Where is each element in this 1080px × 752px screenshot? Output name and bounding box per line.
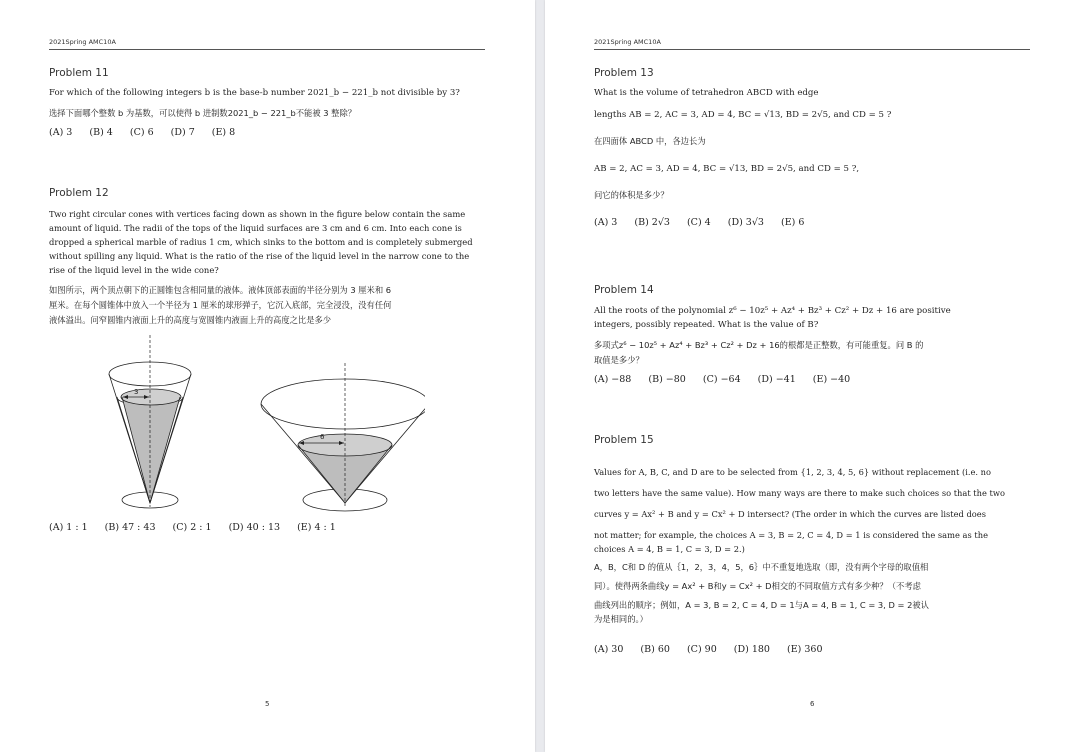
problem-13-text-zh3: 问它的体积是多少？: [594, 190, 669, 200]
choice-a: (A) 3: [49, 127, 73, 138]
text-line: A，B，C和 D 的值从｛1，2，3，4，5，6｝中不重复地选取（即，没有两个字母的取值相: [594, 562, 929, 572]
wide-cone: [261, 363, 425, 511]
choice-b: (B) 47 : 43: [104, 522, 156, 533]
problem-11-text-zh: 选择下面哪个整数 b 为基数，可以使得 b 进制数2021_b − 221_b不能被 3 整除？: [49, 108, 357, 118]
problem-15-title: Problem 15: [594, 434, 654, 446]
problem-15-text: [594, 462, 1034, 560]
narrow-cone-label: 3: [134, 388, 139, 396]
choice-d: (D) 180: [733, 644, 770, 655]
text-line: not matter; for example, the choices A = 3, B = 2, C = 4, D = 1 is considered the same as the: [594, 530, 988, 540]
text-line: curves y = Ax² + B and y = Cx² + D intersect? (The order in which the curves are listed does: [594, 509, 986, 519]
choice-d: (D) 40 : 13: [228, 522, 281, 533]
problem-13-title: Problem 13: [594, 67, 654, 79]
text-line: dropped a spherical marble of radius 1 cm, which sinks to the bottom and is completely submerged: [49, 237, 473, 247]
right-page: [545, 0, 1080, 752]
wide-cone-label: 6: [320, 433, 325, 441]
problem-14-text-zh1: 多项式z⁶ − 10z⁵ + Az⁴ + Bz³ + Cz² + Dz + 16的根都是正整数，有可能重复。问 B 的: [594, 340, 924, 350]
choice-b: (B) 60: [640, 644, 670, 655]
problem-11-text: For which of the following integers b is the base-b number 2021_b − 221_b not divisible by 3?: [49, 88, 460, 98]
problem-14-text-line1: All the roots of the polynomial z⁶ − 10z⁵ + Az⁴ + Bz³ + Cz² + Dz + 16 are positive: [594, 306, 951, 316]
problem-15-choices: [594, 644, 1034, 655]
text-line: Values for A, B, C, and D are to be selected from {1, 2, 3, 4, 5, 6} without replacement (i.e. no: [594, 467, 992, 477]
text-line: 为是相同的。）: [594, 614, 648, 624]
problem-11-choices: [49, 127, 489, 138]
text-line: rise of the liquid level in the wide cone?: [49, 265, 219, 275]
choice-c: (C) 90: [686, 644, 717, 655]
problem-12-choices: [49, 522, 489, 533]
choice-c: (C) −64: [702, 374, 741, 385]
choice-e: (E) −40: [812, 374, 851, 385]
text-line: 如图所示，两个顶点朝下的正圆锥包含相同量的液体。液体顶部表面的半径分别为 3 厘米和 6: [49, 285, 392, 295]
choice-a: (A) −88: [594, 374, 632, 385]
choice-b: (B) 4: [89, 127, 113, 138]
problem-14-choices: [594, 374, 1034, 385]
problem-15-text-zh: [594, 558, 1034, 629]
choice-d: (D) 7: [170, 127, 195, 138]
problem-12-text: [49, 207, 489, 277]
text-line: 液体溢出。问窄圆锥内液面上升的高度与宽圆锥内液面上升的高度之比是多少: [49, 315, 332, 325]
problem-11-title: Problem 11: [49, 67, 109, 79]
problem-13-text-zh2: AB = 2, AC = 3, AD = 4, BC = √13, BD = 2√5, and CD = 5 ?,: [594, 164, 860, 174]
problem-14-text-zh2: 取值是多少？: [594, 355, 644, 365]
problem-12-text-zh: [49, 283, 489, 328]
choice-e: (E) 8: [211, 127, 236, 138]
choice-d: (D) −41: [757, 374, 796, 385]
choice-e: (E) 4 : 1: [297, 522, 336, 533]
text-line: amount of liquid. The radii of the tops of the liquid surfaces are 3 cm and 6 cm. Into each cone is: [49, 223, 462, 233]
text-line: without spilling any liquid. What is the ratio of the rise of the liquid level in the narrow cone to the: [49, 251, 470, 261]
choice-c: (C) 4: [686, 217, 711, 228]
choice-e: (E) 6: [780, 217, 805, 228]
problem-13-text-zh1: 在四面体 ABCD 中，各边长为: [594, 136, 706, 146]
text-line: Two right circular cones with vertices facing down as shown in the figure below contain the same: [49, 209, 466, 219]
problem-14-title: Problem 14: [594, 284, 654, 296]
problem-13-text-line2: lengths AB = 2, AC = 3, AD = 4, BC = √13, BD = 2√5, and CD = 5 ?: [594, 110, 892, 120]
text-line: 曲线列出的顺序；例如，A = 3, B = 2, C = 4, D = 1与A = 4, B = 1, C = 3, D = 2被认: [594, 600, 929, 610]
choice-b: (B) 2√3: [634, 217, 670, 228]
page-number: 6: [810, 700, 815, 708]
choice-e: (E) 360: [787, 644, 823, 655]
problem-12-title: Problem 12: [49, 187, 109, 199]
choice-b: (B) −80: [648, 374, 686, 385]
choice-c: (C) 2 : 1: [172, 522, 212, 533]
problem-14-text-line2: integers, possibly repeated. What is the value of B?: [594, 320, 819, 330]
choice-a: (A) 30: [594, 644, 624, 655]
text-line: two letters have the same value). How many ways are there to make such choices so that the two: [594, 488, 1005, 498]
page-header: 2021Spring AMC10A: [594, 38, 1030, 50]
narrow-cone: [109, 335, 191, 508]
page-header: 2021Spring AMC10A: [49, 38, 485, 50]
choice-a: (A) 1 : 1: [49, 522, 88, 533]
left-page: [0, 0, 535, 752]
page-number: 5: [265, 700, 270, 708]
choice-c: (C) 6: [129, 127, 154, 138]
choice-d: (D) 3√3: [727, 217, 764, 228]
text-line: 同）。使得两条曲线y = Ax² + B和y = Cx² + D相交的不同取值方式有多少种？（不考虑: [594, 581, 921, 591]
problem-13-text-line1: What is the volume of tetrahedron ABCD with edge: [594, 88, 819, 98]
problem-13-choices: [594, 217, 1034, 228]
text-line: choices A = 4, B = 1, C = 3, D = 2.): [594, 544, 745, 554]
choice-a: (A) 3: [594, 217, 618, 228]
text-line: 厘米。在每个圆锥体中放入一个半径为 1 厘米的球形弹子，它沉入底部，完全浸没，没有任何: [49, 300, 392, 310]
cones-figure: [95, 335, 425, 515]
